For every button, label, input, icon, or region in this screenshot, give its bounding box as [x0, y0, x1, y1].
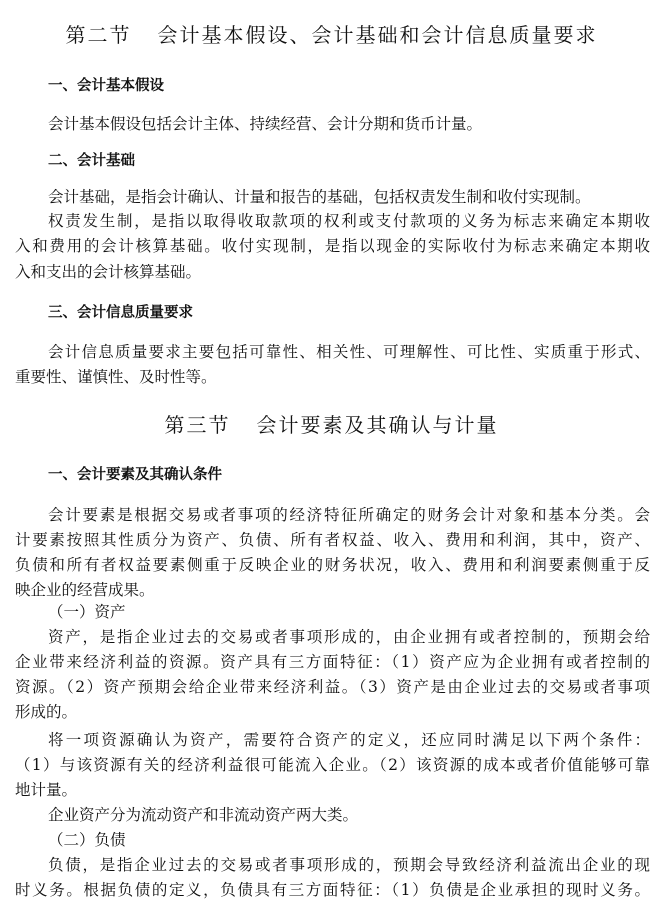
section-title — [0, 413, 663, 437]
subsection-heading: 一、会计基本假设 — [48, 78, 164, 94]
paragraph-line: 重要性、谨慎性、及时性等。 — [15, 368, 217, 386]
subsection-heading: 三、会计信息质量要求 — [48, 305, 193, 321]
paragraph-line: 负债和所有者权益要素侧重于反映企业的财务状况，收入、费用和利润要素侧重于反 — [15, 556, 650, 574]
section-number: 第二节 — [65, 23, 132, 47]
paragraph-line: 形成的。 — [15, 703, 78, 721]
paragraph-line: 资源。（2）资产预期会给企业带来经济利益。（3）资产是由企业过去的交易或者事项 — [15, 678, 650, 696]
section-title-text: 会计基本假设、会计基础和会计信息质量要求 — [157, 23, 598, 47]
paragraph-line: 会计基础，是指会计确认、计量和报告的基础，包括权责发生制和收付实现制。 — [48, 188, 591, 206]
paragraph-line: （1）与该资源有关的经济利益很可能流入企业。（2）该资源的成本或者价值能够可靠 — [15, 756, 650, 774]
paragraph-line: 映企业的经营成果。 — [15, 581, 155, 599]
paragraph-line: 计要素按照其性质分为资产、负债、所有者权益、收入、费用和利润，其中，资产、 — [15, 531, 650, 549]
subsection-heading: 一、会计要素及其确认条件 — [48, 467, 222, 483]
paragraph-line: 时义务。根据负债的定义，负债具有三方面特征：（1）负债是企业承担的现时义务。 — [15, 881, 650, 899]
paragraph-line: 企业资产分为流动资产和非流动资产两大类。 — [48, 806, 359, 824]
section-title-text: 会计要素及其确认与计量 — [256, 413, 499, 437]
paragraph-line: （一）资产 — [48, 603, 126, 621]
section-title — [0, 23, 663, 47]
paragraph-line: 会计信息质量要求主要包括可靠性、相关性、可理解性、可比性、实质重于形式、 — [48, 343, 650, 361]
paragraph-line: 会计要素是根据交易或者事项的经济特征所确定的财务会计对象和基本分类。会 — [48, 506, 650, 524]
paragraph-line: （二）负债 — [48, 831, 126, 849]
paragraph-line: 入和费用的会计核算基础。收付实现制，是指以现金的实际收付为标志来确定本期收 — [15, 237, 650, 255]
paragraph-line: 负债，是指企业过去的交易或者事项形成的，预期会导致经济利益流出企业的现 — [48, 856, 650, 874]
subsection-heading: 二、会计基础 — [48, 153, 135, 169]
paragraph-line: 企业带来经济利益的资源。资产具有三方面特征：（1）资产应为企业拥有或者控制的 — [15, 653, 650, 671]
paragraph-line: 资产，是指企业过去的交易或者事项形成的，由企业拥有或者控制的，预期会给 — [48, 628, 650, 646]
paragraph-line: 会计基本假设包括会计主体、持续经营、会计分期和货币计量。 — [48, 115, 483, 133]
paragraph-line: 权责发生制，是指以取得收取款项的权利或支付款项的义务为标志来确定本期收 — [48, 212, 650, 230]
paragraph-line: 入和支出的会计核算基础。 — [15, 263, 202, 281]
section-number: 第三节 — [164, 413, 231, 437]
paragraph-line: 地计量。 — [15, 781, 78, 799]
paragraph-line: 将一项资源确认为资产，需要符合资产的定义，还应同时满足以下两个条件： — [48, 731, 650, 749]
